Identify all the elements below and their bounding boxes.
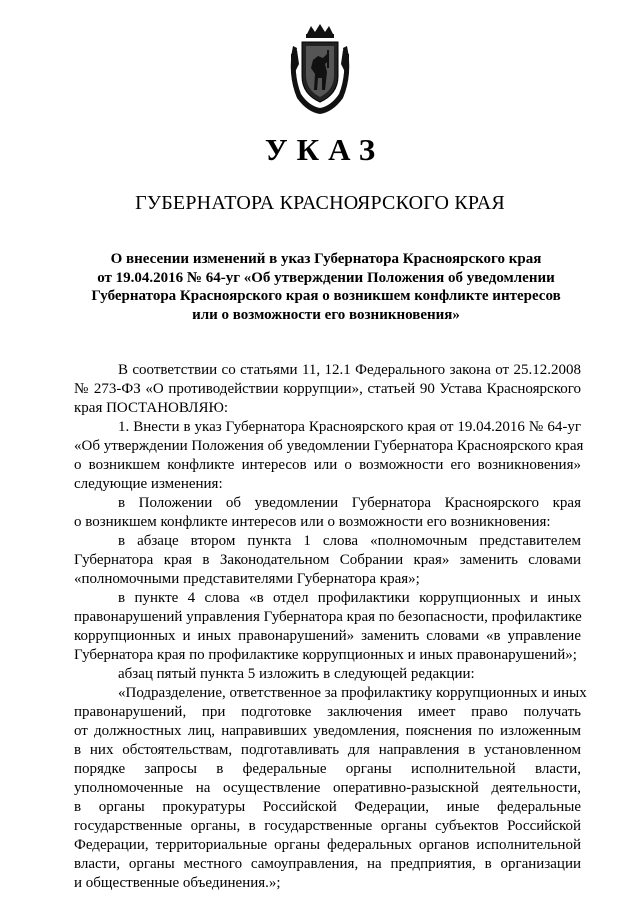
body-line: правонарушений, при подготовке заключения имеет право получать [74, 704, 581, 720]
body-line: «полномочными представителями Губернатора края»; [74, 571, 420, 587]
document-title: УКАЗ [264, 132, 385, 167]
body-line: в них обстоятельствам, подготавливать для направления в установленном [74, 742, 581, 758]
heading-line: О внесении изменений в указ Губернатора Красноярского края [110, 251, 542, 267]
body-line: абзац пятый пункта 5 изложить в следующей редакции: [118, 666, 475, 682]
body-line: власти, органы местного самоуправления, на предприятия, в организации [74, 856, 581, 872]
document-subtitle: ГУБЕРНАТОРА КРАСНОЯРСКОГО КРАЯ [135, 192, 505, 214]
body-paragraph [74, 418, 584, 494]
body-line: «Об утверждении Положения об уведомлении Губернатора Красноярского края [74, 438, 584, 454]
body-line: Федерации, территориальные органы федеральных органов исполнительной [74, 837, 581, 853]
body-line: № 273-ФЗ «О противодействии коррупции», статьей 90 Устава Красноярского [74, 381, 581, 397]
body-line: В соответствии со статьями 11, 12.1 Федерального закона от 25.12.2008 [118, 362, 581, 378]
decree-body [74, 361, 587, 893]
body-line: Губернатора края в Законодательном Собрании края» заменить словами [74, 552, 581, 568]
body-paragraph [74, 589, 581, 665]
body-line: о возникшем конфликте интересов или о возможности его возникновения: [74, 514, 551, 530]
heading-line: или о возможности его возникновения» [192, 306, 460, 323]
body-line: порядке запросы в федеральные органы исполнительной власти, [74, 761, 581, 777]
body-line: Губернатора края по профилактике коррупционных и иных правонарушений»; [74, 647, 577, 663]
body-line: в Положении об уведомлении Губернатора Красноярского края [118, 495, 581, 511]
body-line: коррупционных и иных правонарушений» заменить словами «в управление [74, 628, 581, 644]
body-line: «Подразделение, ответственное за профилактику коррупционных и иных [118, 685, 587, 701]
body-line: правонарушений управления Губернатора края по безопасности, профилактике [74, 609, 582, 625]
body-line: края ПОСТАНОВЛЯЮ: [74, 400, 229, 416]
body-line: в органы прокуратуры Российской Федерации, иные федеральные [74, 799, 581, 815]
body-line: уполномоченные на осуществление оперативно-разыскной деятельности, [74, 780, 581, 796]
body-paragraph [74, 494, 581, 532]
body-line: в пункте 4 слова «в отдел профилактики коррупционных и иных [118, 590, 581, 606]
body-paragraph [74, 665, 581, 684]
body-line: 1. Внести в указ Губернатора Красноярского края от 19.04.2016 № 64-уг [118, 419, 581, 435]
body-line: в абзаце втором пункта 1 слова «полномочным представителем [118, 533, 581, 549]
body-line: государственные органы, в государственные органы субъектов Российской [74, 818, 581, 834]
body-paragraph [74, 361, 581, 418]
body-line: следующие изменения: [74, 476, 223, 492]
body-paragraph [74, 532, 581, 589]
body-line: и общественные объединения.»; [74, 875, 281, 891]
body-line: о возникшем конфликте интересов или о возможности его возникновения» [74, 457, 581, 473]
body-paragraph [74, 684, 587, 893]
decree-heading [86, 250, 566, 324]
heading-line: от 19.04.2016 № 64-уг «Об утверждении Положения об уведомлении [97, 269, 555, 286]
heading-line: Губернатора Красноярского края о возникшем конфликте интересов [91, 288, 561, 304]
body-line: от должностных лиц, направивших уведомления, пояснения по изложенным [74, 723, 581, 739]
coat-of-arms-emblem [287, 24, 353, 116]
